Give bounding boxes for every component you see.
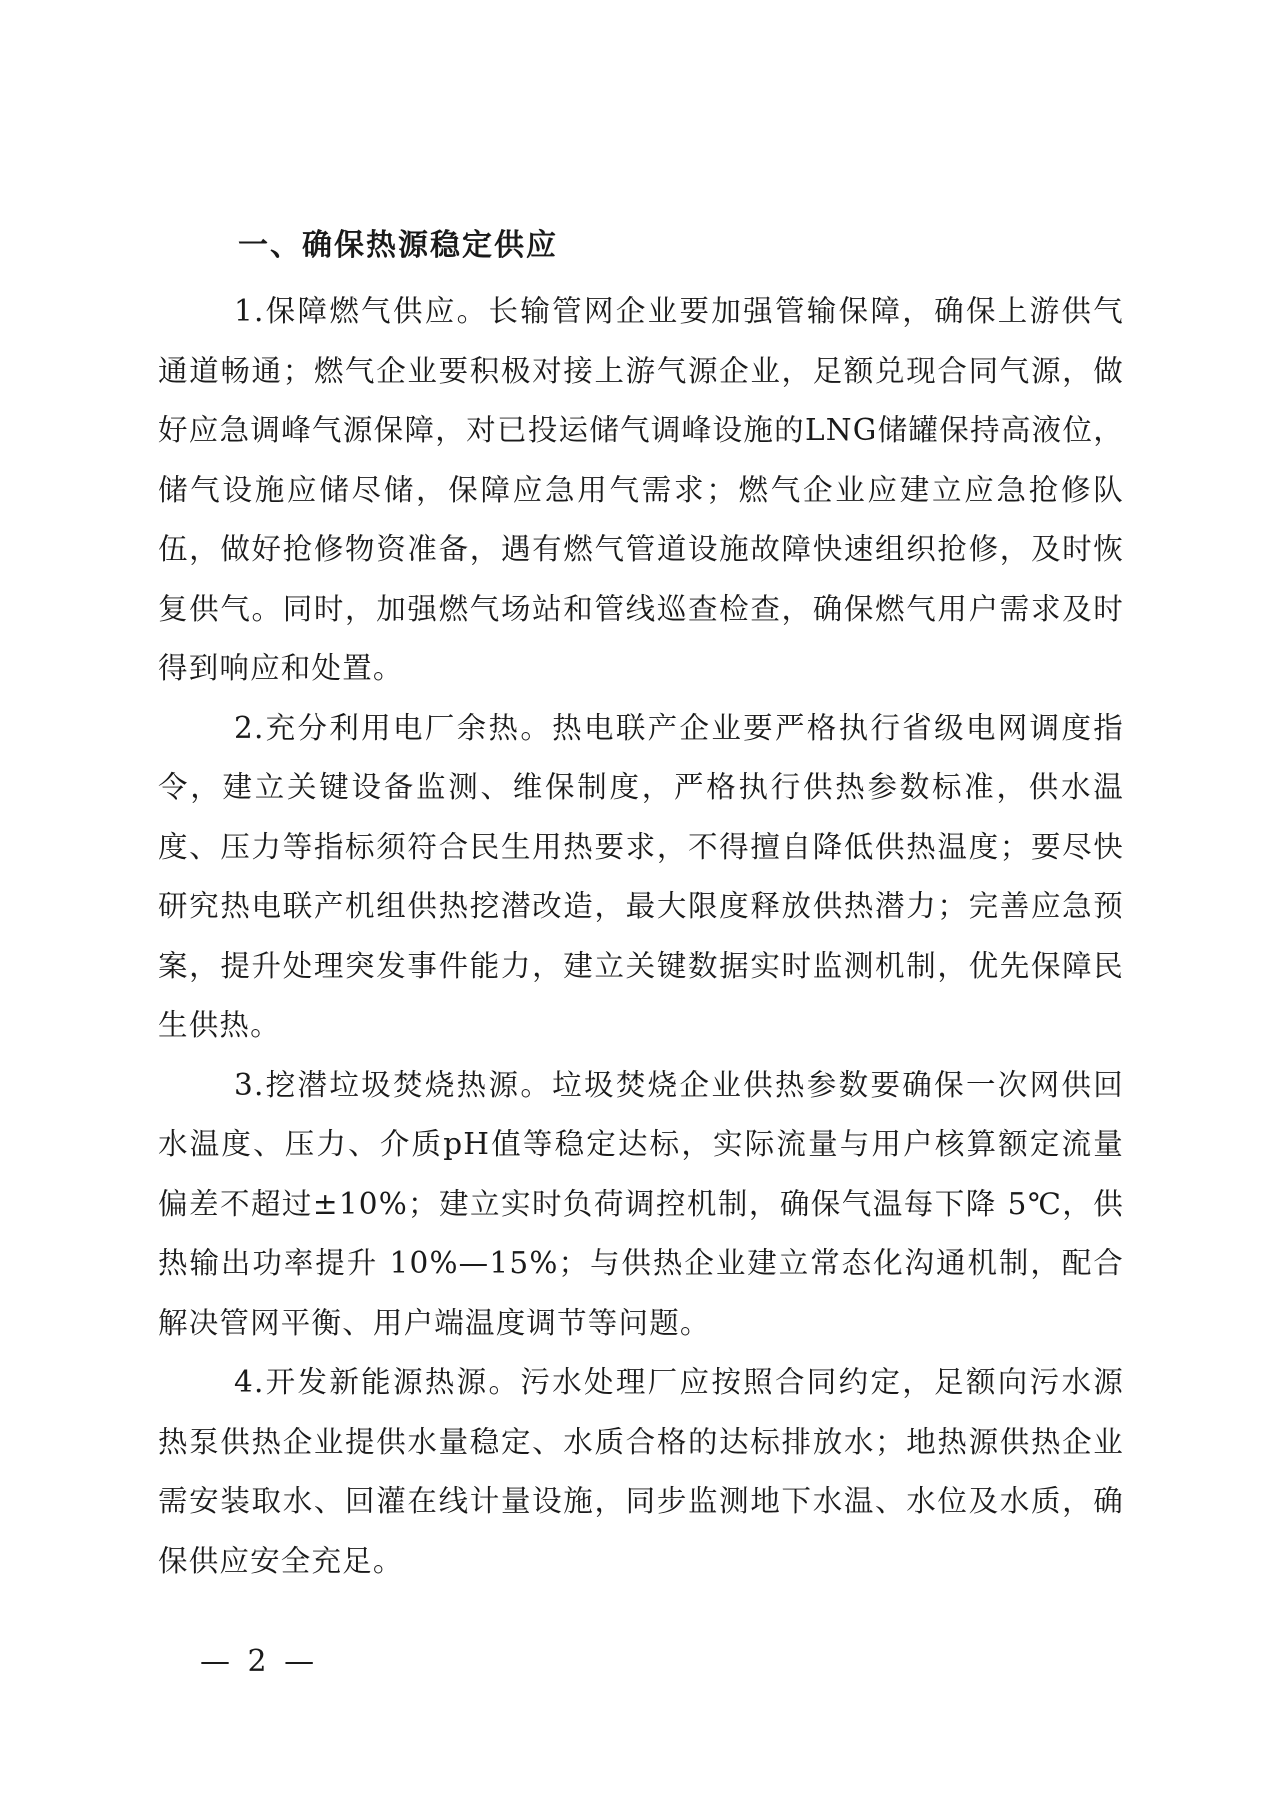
paragraph-power-plant-waste-heat: 2.充分利用电厂余热。热电联产企业要严格执行省级电网调度指令，建立关键设备监测、维保制度，严格执行供热参数标准，供水温度、压力等指标须符合民生用热要求，不得擅自降低供热温度；要尽快研究热电联产机组供热挖潜改造，最大限度释放供热潜力；完善应急预案，提升处理突发事件能力，建立关键数据实时监测机制，优先保障民生供热。 [158,710,1124,1042]
paragraph-new-energy-heat: 4.开发新能源热源。污水处理厂应按照合同约定，足额向污水源热泵供热企业提供水量稳定、水质合格的达标排放水；地热源供热企业需安装取水、回灌在线计量设施，同步监测地下水温、水位及水质，确保供应安全充足。 [158,1365,1124,1578]
paragraph-gas-supply: 1.保障燃气供应。长输管网企业要加强管输保障，确保上游供气通道畅通；燃气企业要积极对接上游气源企业，足额兑现合同气源，做好应急调峰气源保障，对已投运储气调峰设施的LNG储罐保持高液位，储气设施应储尽储，保障应急用气需求；燃气企业应建立应急抢修队伍，做好抢修物资准备，遇有燃气管道设施故障快速组织抢修，及时恢复供气。同时，加强燃气场站和管线巡查检查，确保燃气用户需求及时得到响应和处置。 [158,294,1124,685]
page-number: — 2 — [200,1644,319,1679]
body-text [158,282,1124,1591]
paragraph-waste-incineration-heat: 3.挖潜垃圾焚烧热源。垃圾焚烧企业供热参数要确保一次网供回水温度、压力、介质pH值等稳定达标，实际流量与用户核算额定流量偏差不超过±10%；建立实时负荷调控机制，确保气温每下降 5℃，供热输出功率提升 10%—15%；与供热企业建立常态化沟通机制，配合解决管网平衡、用户端温度调节等问题。 [158,1067,1124,1340]
section-heading: 一、确保热源稳定供应 [238,228,558,263]
